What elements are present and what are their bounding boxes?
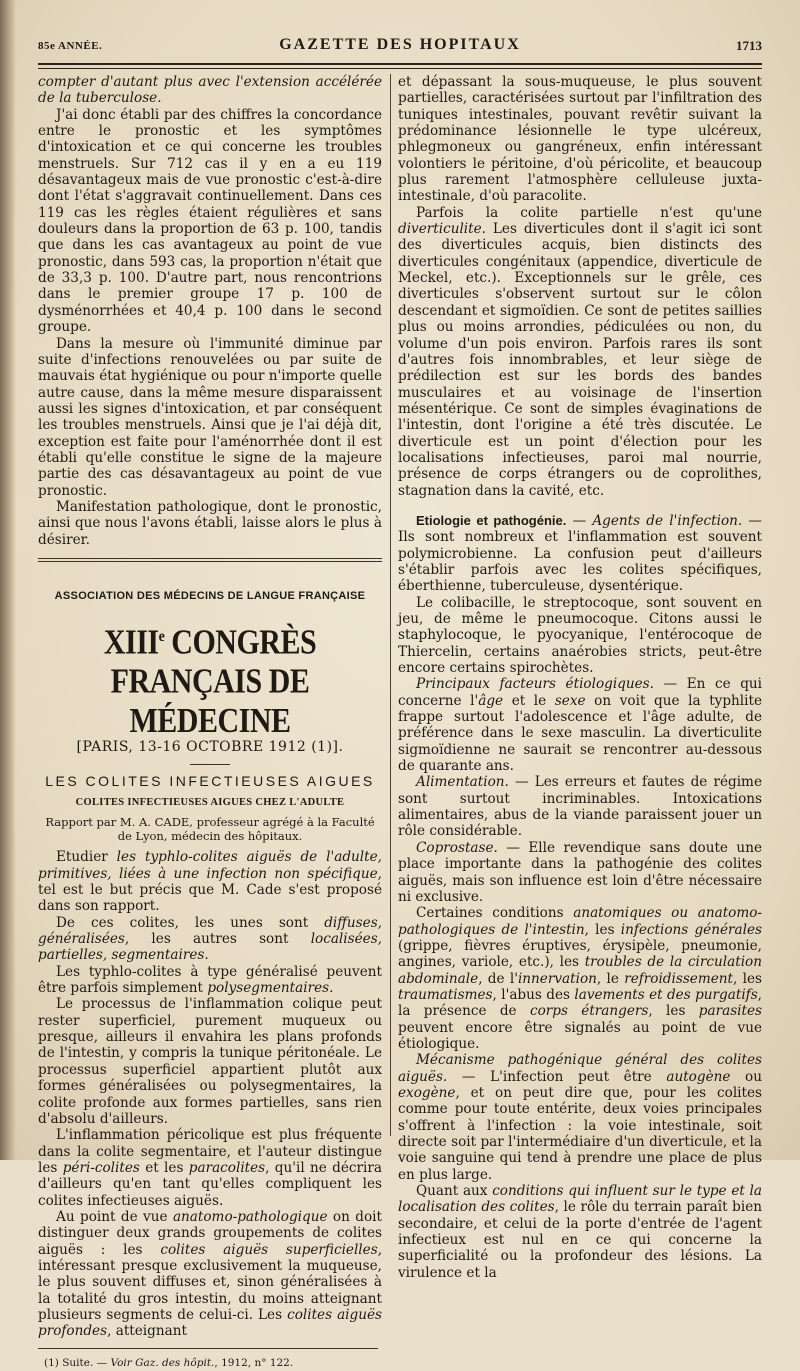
paragraph: Certaines conditions anatomiques ou anatomo-pathologiques de l'intestin, les infections générales (grippe, fièvres éruptives, érysipèle, pneumonie, angines, variole, etc.), les troubles de la circulation abdominale, de l'innervation, le refroidissement, les traumatismes, l'abus des lavements et des purgatifs, la présence de corps étrangers, les parasites peuvent encore être signalés au point de vue étiologique. — [398, 905, 763, 1052]
paragraph: Alimentation. — Les erreurs et fautes de régime sont surtout incriminables. Intoxications alimentaires, abus de la viande paraissent jouer un rôle considérable. — [398, 774, 762, 840]
column-divider — [390, 74, 391, 1136]
paragraph: Coprostase. — Elle revendique sans doute une place importante dans la pathogénie des colites aiguës, mais son influence est loin d'être nécessaire ni exclusive. — [398, 839, 762, 905]
paragraph: Les typhlo-colites à type généralisé peuvent être parfois simplement polysegmentaires. — [38, 963, 382, 997]
paragraph — [38, 74, 382, 107]
congress-name: CONGRÈS FRANÇAIS DE MÉDECINE — [110, 624, 317, 741]
paragraph: Mécanisme pathogénique général des colites aiguës. — L'infection peut être autogène ou exogène, et on peut dire que, pour les colites comme pour toute entérite, deux voies principales s'offrent à l'infection : la voie intestinale, soit directe soit par l'intermédiaire d'un diverticule, et la voie sanguine qui tend à prendre une place de plus en plus large. — [398, 1052, 762, 1183]
page-binding-shadow — [0, 0, 16, 1160]
section-rule — [38, 561, 382, 562]
footnote-rule — [38, 1348, 378, 1349]
paragraph: Au point de vue anatomo-pathologique on doit distinguer deux grands groupements de colites aiguës : les colites aiguës superficielles, intéressant presque exclusivement la muqueuse, le plus souvent diffuses et, sinon généralisées à la totalité du gros intestin, du moins atteignant plusieurs segments de celui-ci. Les colites aiguës profondes, atteignant — [38, 1208, 383, 1340]
page-header — [38, 36, 762, 58]
paragraph: Dans la mesure où l'immunité diminue par suite d'infections renouvelées ou par suite de mauvais état hygiénique ou pour n'importe quelle autre cause, dans la même mesure disparaissent aussi les signes d'intoxication, et par conséquent les troubles menstruels. Ainsi que je l'ai déjà dit, exception est faite pour l'aménorrhée dont il est établi qu'elle constitue le signe de la majeure partie des cas désavantageux au point de vue pronostic. — [38, 335, 382, 499]
journal-title: GAZETTE DES HOPITAUX — [279, 36, 521, 53]
short-rule — [190, 764, 230, 765]
subsection-title: COLITES INFECTIEUSES AIGUES CHEZ L'ADULTE — [75, 797, 345, 808]
congress-ordinal: e — [158, 628, 165, 646]
paragraph: Manifestation pathologique, dont le pronostic, ainsi que nous l'avons établi, laisse alors le plus à désirer. — [38, 498, 382, 548]
paragraph: L'inflammation péricolique est plus fréquente dans la colite segmentaire, et l'auteur distingue les péri-colites et les paracolites, qu'il ne décrira d'ailleurs qu'en tant qu'elles compliquent les colites infectieuses aiguës. — [38, 1127, 382, 1209]
paragraph: Etudier les typhlo-colites aiguës de l'adulte, primitives, liées à une infection non spécifique, tel est le but précis que M. Cade s'est proposé dans son rapport. — [38, 849, 382, 915]
paragraph: Principaux facteurs étiologiques. — En ce qui concerne l'âge et le sexe on voit que la typhlite frappe surtout l'adolescence et l'âge adulte, de préférence dans le sexe masculin. La diverticulite sigmoïdienne ne saurait se rencontrer au-dessous de quarante ans. — [398, 676, 762, 775]
header-rule-thin — [38, 68, 762, 69]
paragraph: Etiologie et pathogénie. — Agents de l'infection. — Ils sont nombreux et l'inflammation est souvent polymicrobienne. La confusion peut d'ailleurs s'établir parfois avec les colites spécifiques, éberthienne, tuberculeuse, dysentérique. — [398, 512, 762, 595]
paragraph: Le colibacille, le streptocoque, sont souvent en jeu, de même le pneumocoque. Citons aussi le staphylocoque, le pyocyanique, l'entérocoque de Thiercelin, certains anaérobies stricts, peut-être encore certains spirochètes. — [398, 594, 762, 677]
section-title: LES COLITES INFECTIEUSES AIGUES — [45, 772, 375, 789]
paragraph: Le processus de l'inflammation colique peut rester superficiel, purement muqueux ou presque, ailleurs il envahira les plans profonds de l'intestin, y compris la tunique péritonéale. Le processus superficiel appartient plutôt aux formes généralisées ou polysegmentaires, la colite profonde aux formes partielles, sans rien d'absolu d'ailleurs. — [38, 996, 382, 1127]
paragraph: Parfois la colite partielle n'est qu'une diverticulite. Les diverticules dont il s'agit ici sont des diverticules acquis, bien distincts des diverticules congénitaux (appendice, diverticule de Meckel, etc.). Exceptionnels sur le grêle, ces diverticules s'observent surtout sur le côlon descendant et sigmoïdien. Ce sont de petites saillies plus ou moins arrondies, pédiculées ou non, du volume d'un pois environ. Parfois rares ils sont d'autres fois innombrables, et leur siège de prédilection est sur les bords des bandes musculaires et au voisinage de l'insertion mésentérique. Ce sont de simples évaginations de l'intestin, dont l'origine a été très discutée. Le diverticule est un point d'élection pour les localisations infectieuses, paroi mal nourrie, présence de corps étrangers ou de coprolithes, stagnation dans la cavité, etc. — [398, 204, 762, 499]
italic-text: compter d'autant plus avec l'extension accélérée de la tuberculose. — [38, 74, 382, 107]
left-column — [38, 74, 382, 1371]
congress-title — [38, 618, 382, 741]
right-column — [398, 74, 762, 1281]
report-author: Rapport par M. A. CADE, professeur agrégé à la Faculté de Lyon, médecin des hôpitaux. — [45, 815, 375, 844]
congress-dates: [PARIS, 13-16 OCTOBRE 1912 (1)]. — [76, 739, 344, 756]
association-heading: ASSOCIATION DES MÉDECINS DE LANGUE FRANÇAISE — [54, 589, 366, 602]
congress-number: XIII — [103, 624, 159, 662]
paragraph: et dépassant la sous-muqueuse, le plus souvent partielles, caractérisées surtout par l'infiltration des tuniques intestinales, pouvant revêtir suivant la prédominance lésionnelle le type ulcéreux, phlegmoneux ou gangréneux, enfin intéressant volontiers le péritoine, d'où péricolite, et beaucoup plus rarement l'atmosphère celluleuse juxta-intestinale, d'où paracolite. — [398, 74, 762, 205]
paragraph: J'ai donc établi par des chiffres la concordance entre le pronostic et les symptômes d'intoxication et ce qui concerne les troubles menstruels. Sur 712 cas il y en a eu 119 désavantageux mais de vue pronostic c'est-à-dire dont l'état s'aggravait continuellement. Dans ces 119 cas les règles étaient régulières et sans douleurs dans la proportion de 63 p. 100, tandis que dans les cas avantageux au point de vue pronostic, dans 593 cas, la proportion n'était que de 33,3 p. 100. D'autre part, nous rencontrions dans le premier groupe 17 p. 100 de dysménorrhées et 40,4 p. 100 dans le second groupe. — [38, 106, 382, 336]
paragraph: De ces colites, les unes sont diffuses, généralisées, les autres sont localisées, partielles, segmentaires. — [38, 914, 382, 964]
page-number: 1713 — [736, 38, 762, 53]
section-rule — [38, 558, 382, 559]
volume-year: 85e ANNÉE. — [38, 40, 103, 52]
header-rule-thick — [38, 63, 762, 65]
paragraph: Quant aux conditions qui influent sur le type et la localisation des colites, le rôle du terrain paraît bien secondaire, et celui de la porte d'entrée de l'agent infectieux est nul en ce qui concerne la superficialité ou la profondeur des lésions. La virulence et la — [398, 1183, 763, 1281]
subheading: Etiologie et pathogénie. — [416, 512, 567, 528]
footnote: (1) Suite. — Voir Gaz. des hôpit., 1912, n° 122. — [44, 1356, 294, 1369]
